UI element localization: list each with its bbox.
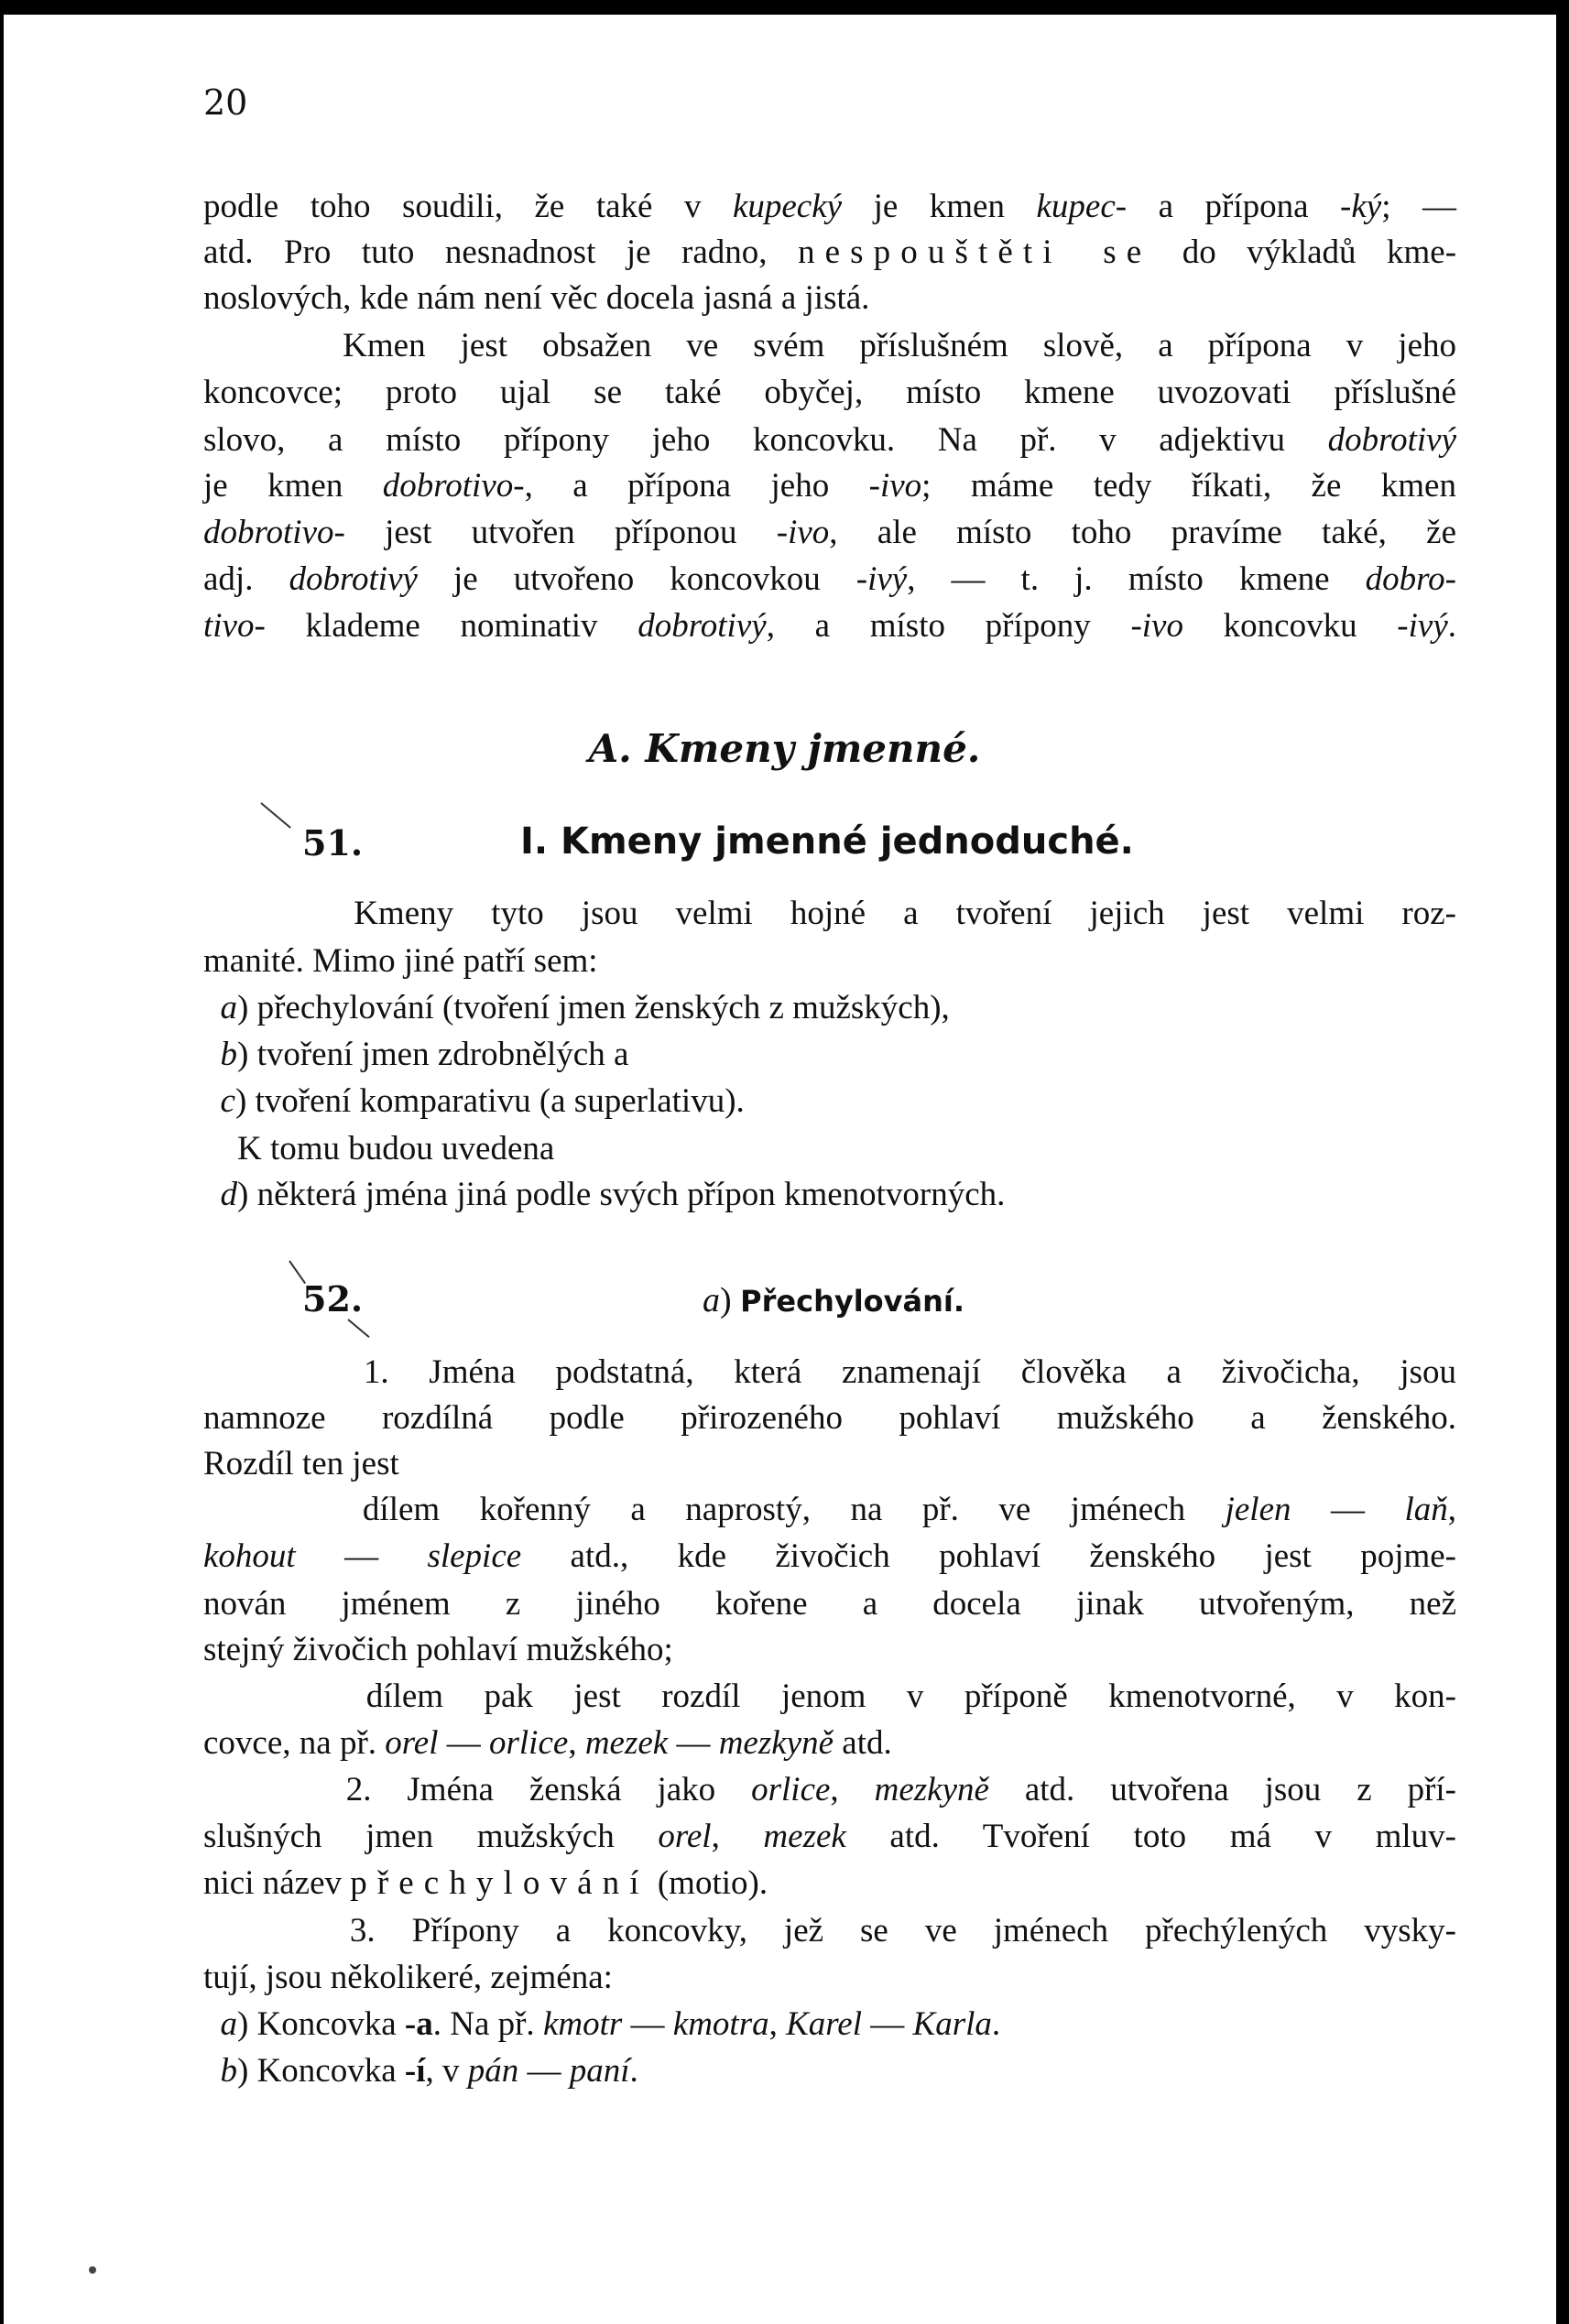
section-52-title-text: Přechylování. [740,1284,965,1319]
italic-term: a [220,2005,237,2043]
scan-speck [89,2266,96,2274]
italic-term: dobrotivo- [203,514,345,551]
section-52-line: b) Koncovka -í, v pán — paní. [220,2052,638,2090]
section-number-51: 51. [302,822,364,863]
scan-frame-right [1556,0,1569,2324]
italic-term: pán [467,2052,519,2090]
spaced-emphasis: nespouštěti se [798,233,1152,271]
italic-term: orlice [751,1771,831,1808]
bold-ending: -í [404,2052,426,2090]
italic-term: mezek [584,1724,669,1762]
italic-term: dobrotivý [289,560,418,598]
intro-line: slovo, a místo přípony jeho koncovku. Na př. v adjektivu dobrotivý [203,421,1456,459]
intro-line: atd. Pro tuto nesnadnost je radno, nespouštěti se do výkladů kme- [203,233,1457,271]
italic-term: mezkyně [718,1724,834,1762]
paren: ) [720,1281,741,1319]
italic-term: -ivo [868,467,922,505]
section-51-line: K tomu budou uvedena [203,1130,555,1167]
italic-term: b [220,1036,237,1073]
intro-line: je kmen dobrotivo-, a přípona jeho -ivo; máme tedy říkati, že kmen [203,467,1456,505]
intro-line: Kmen jest obsažen ve svém příslušném slově, a přípona v jeho [203,327,1456,364]
italic-term: -ivý [855,560,908,598]
italic-term: dobro- [1365,560,1456,598]
intro-line: noslových, kde nám není věc docela jasná a jistá. [203,279,870,317]
italic-term: dobrotivý [637,607,767,645]
section-51-line: c) tvoření komparativu (a superlativu). [220,1082,745,1120]
italic-term: kmotra [672,2005,769,2043]
italic-term: mezkyně [874,1771,989,1808]
section-51-line: Kmeny tyto jsou velmi hojné a tvoření jejich jest velmi roz- [203,895,1456,932]
section-51-line: b) tvoření jmen zdrobnělých a [220,1036,629,1073]
section-52-line: dílem kořenný a naprostý, na př. ve jménech jelen — laň, [203,1491,1457,1528]
italic-term: orel [385,1724,439,1762]
margin-mark [260,802,290,829]
italic-term: laň [1404,1491,1448,1528]
section-52-line: tují, jsou několikeré, zejména: [203,1959,613,1996]
section-51-line: a) přechylování (tvoření jmen ženských z mužských), [220,989,950,1026]
italic-term: dobrotivo- [382,467,525,505]
section-52-line: a) Koncovka -a. Na př. kmotr — kmotra, Karel — Karla. [220,2005,1001,2043]
italic-term: paní [569,2052,630,2090]
italic-term: jelen [1225,1491,1291,1528]
bold-ending: -a [404,2005,433,2043]
italic-term: Karla [912,2005,992,2043]
italic-term: kohout [203,1537,296,1575]
section-51-line: manité. Mimo jiné patří sem: [203,942,598,980]
margin-mark [347,1319,369,1338]
section-52-line: covce, na př. orel — orlice, mezek — mezkyně atd. [203,1724,892,1762]
intro-line: dobrotivo- jest utvořen příponou -ivo, ale místo toho pravíme také, že [203,514,1456,551]
italic-term: dobrotivý [1327,421,1456,459]
italic-term: d [220,1176,237,1213]
italic-term: tivo- [203,607,266,645]
italic-term: -ivo [776,514,830,551]
section-52-line: 3. Přípony a koncovky, jež se ve jménech přechýlených vysky- [203,1912,1456,1949]
intro-line: tivo- klademe nominativ dobrotivý, a místo přípony -ivo koncovku -ivý. [203,607,1456,645]
italic-term: Karel [786,2005,863,2043]
section-52-line: kohout — slepice atd., kde živočich pohlaví ženského jest pojme- [203,1537,1456,1575]
spaced-emphasis: přechylování [350,1864,649,1902]
italic-term: a [220,989,237,1026]
section-52-line: namnoze rozdílná podle přirozeného pohlaví mužského a ženského. [203,1399,1456,1437]
section-52-letter: a [703,1281,720,1319]
scan-frame-top [0,0,1569,15]
section-52-line: 2. Jména ženská jako orlice, mezkyně atd. utvořena jsou z pří- [203,1771,1457,1808]
scan-frame-left [0,0,4,2324]
section-52-line: slušných jmen mužských orel, mezek atd. Tvoření toto má v mluv- [203,1818,1456,1855]
section-52-line: stejný živočich pohlaví mužského; [203,1631,673,1668]
section-51-line: d) některá jména jiná podle svých přípon kmenotvorných. [220,1176,1006,1213]
page-number: 20 [203,82,248,123]
section-number-52: 52. [302,1278,364,1319]
italic-term: mezek [763,1818,846,1855]
italic-term: -ivý [1397,607,1448,645]
italic-term: orel [658,1818,712,1855]
section-title-51: I. Kmeny jmenné jednoduché. [520,820,1134,863]
italic-term: orlice [489,1724,569,1762]
italic-term: kmotr [542,2005,623,2043]
italic-term: -ivo [1130,607,1183,645]
italic-term: slepice [427,1537,522,1575]
intro-line: adj. dobrotivý je utvořeno koncovkou -ivý, — t. j. místo kmene dobro- [203,560,1456,598]
chapter-heading: A. Kmeny jmenné. [588,726,981,771]
section-52-line: Rozdíl ten jest [203,1445,399,1482]
intro-line: podle toho soudili, že také v kupecký je kmen kupec- a přípona -ký; — [203,188,1456,225]
italic-term: c [220,1082,235,1120]
intro-line: koncovce; proto ujal se také obyčej, místo kmene uvozovati příslušné [203,374,1456,411]
section-52-line: nici název přechylování (motio). [203,1864,768,1902]
section-title-52 [703,1280,964,1320]
section-52-line: 1. Jména podstatná, která znamenají člověka a živočicha, jsou [203,1353,1456,1391]
section-52-line: dílem pak jest rozdíl jenom v příponě kmenotvorné, v kon- [203,1678,1456,1715]
italic-term: b [220,2052,237,2090]
italic-term: kupecký [732,188,843,225]
italic-term: kupec- [1036,188,1128,225]
italic-term: -ký [1340,188,1382,225]
section-52-line: nován jménem z jiného kořene a docela jinak utvořeným, než [203,1585,1456,1623]
